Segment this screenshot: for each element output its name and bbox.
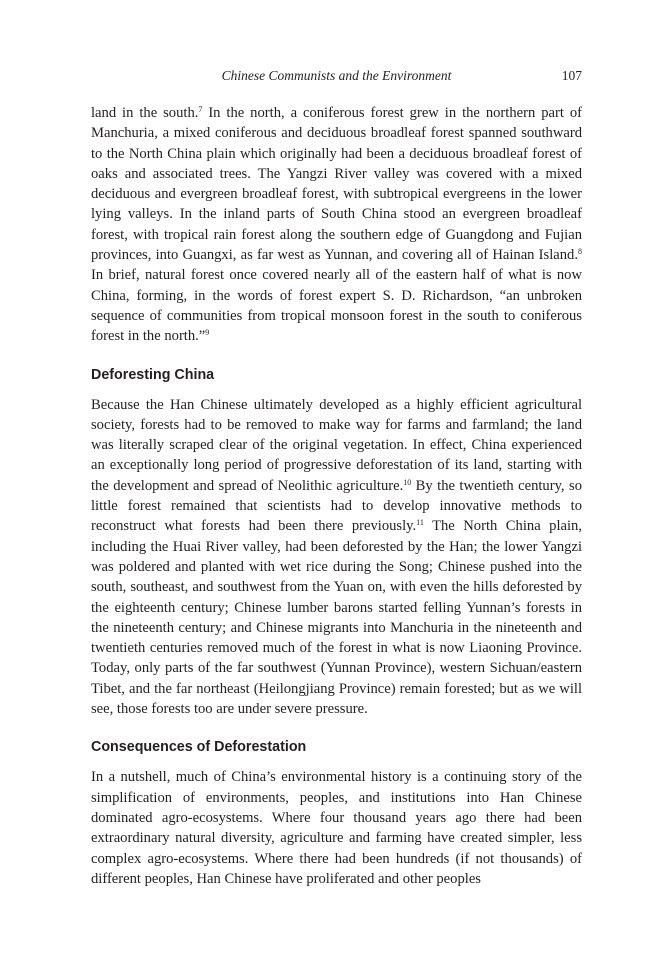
- text-run: land in the south.: [91, 105, 199, 121]
- text-run: In brief, natural forest once covered nearly all of the eastern half of what is now China, forming, in the words of forest expert S. D. Richardson, “an unbroken sequence of communities from tropical monsoon forest in the south to coniferous forest in the north.”: [91, 267, 582, 345]
- running-head: [91, 68, 582, 88]
- footnote-marker: 10: [403, 477, 412, 487]
- footnote-marker: 7: [198, 105, 203, 114]
- section-heading-deforesting-china: Deforesting China: [91, 366, 215, 383]
- text-run: By the twentieth century, so little forest remained that scientists had to develop innovative methods to reconstruct what forests had been there previously.: [91, 477, 582, 535]
- text-run: The North China plain, including the Huai River valley, had been deforested by the Han; the lower Yangzi was poldered and planted with wet rice during the Song; Chinese pushed into the south, southeast, and southwest from the Yuan on, with even the hills deforested by the eighteenth century; Chinese lumber barons started felling Yunnan’s forests in the nineteenth century; and Chinese migrants into Manchuria in the nineteenth and twentieth centuries removed much of the forest in what is now Liaoning Province. Today, only parts of the far southwest (Yunnan Province), western Sichuan/eastern Tibet, and the far northeast (Heilongjiang Province) remain forested; but as we will see, those forests too are under severe pressure.: [91, 518, 582, 718]
- paragraph-forest-regions: [91, 103, 582, 347]
- text-run: In the north, a coniferous forest grew in the northern part of Manchuria, a mixed coniferous and deciduous broadleaf forest spanned southward to the North China plain which originally had been a deciduous broadleaf forest of oaks and associated trees. The Yangzi River valley was covered with a mixed deciduous and evergreen broadleaf forest, with subtropical evergreens in the lower lying valleys. In the inland parts of South China stood an evergreen broadleaf forest, with tropical rain forest along the southern edge of Guangdong and Fujian provinces, into Guangxi, as far west as Yunnan, and covering all of Hainan Island.: [91, 105, 582, 264]
- footnote-marker: 9: [205, 328, 210, 338]
- footnote-marker: 8: [578, 247, 582, 257]
- paragraph-deforesting-china: [91, 395, 582, 720]
- body-text: [91, 103, 582, 889]
- running-title: Chinese Communists and the Environment: [221, 68, 452, 83]
- paragraph-consequences: In a nutshell, much of China’s environmental history is a continuing story of the simplification of environments, peoples, and institutions into Han Chinese dominated agro-ecosystems. Where four thousand years ago there had been extraordinary natural diversity, agriculture and farming have created simpler, less complex agro-ecosystems. Where there had been hundreds (if not thousands) of different peoples, Han Chinese have proliferated and other peoples: [91, 769, 582, 887]
- text-run: Because the Han Chinese ultimately developed as a highly efficient agricultural society, forests had to be removed to make way for farms and farmland; the land was literally scraped clear of the original vegetation. In effect, China experienced an exceptionally long period of progressive deforestation of its land, starting with the development and spread of Neolithic agriculture.: [91, 396, 582, 494]
- section-heading-consequences: Consequences of Deforestation: [91, 739, 307, 756]
- page-number: 107: [561, 68, 582, 83]
- footnote-marker: 11: [416, 518, 424, 528]
